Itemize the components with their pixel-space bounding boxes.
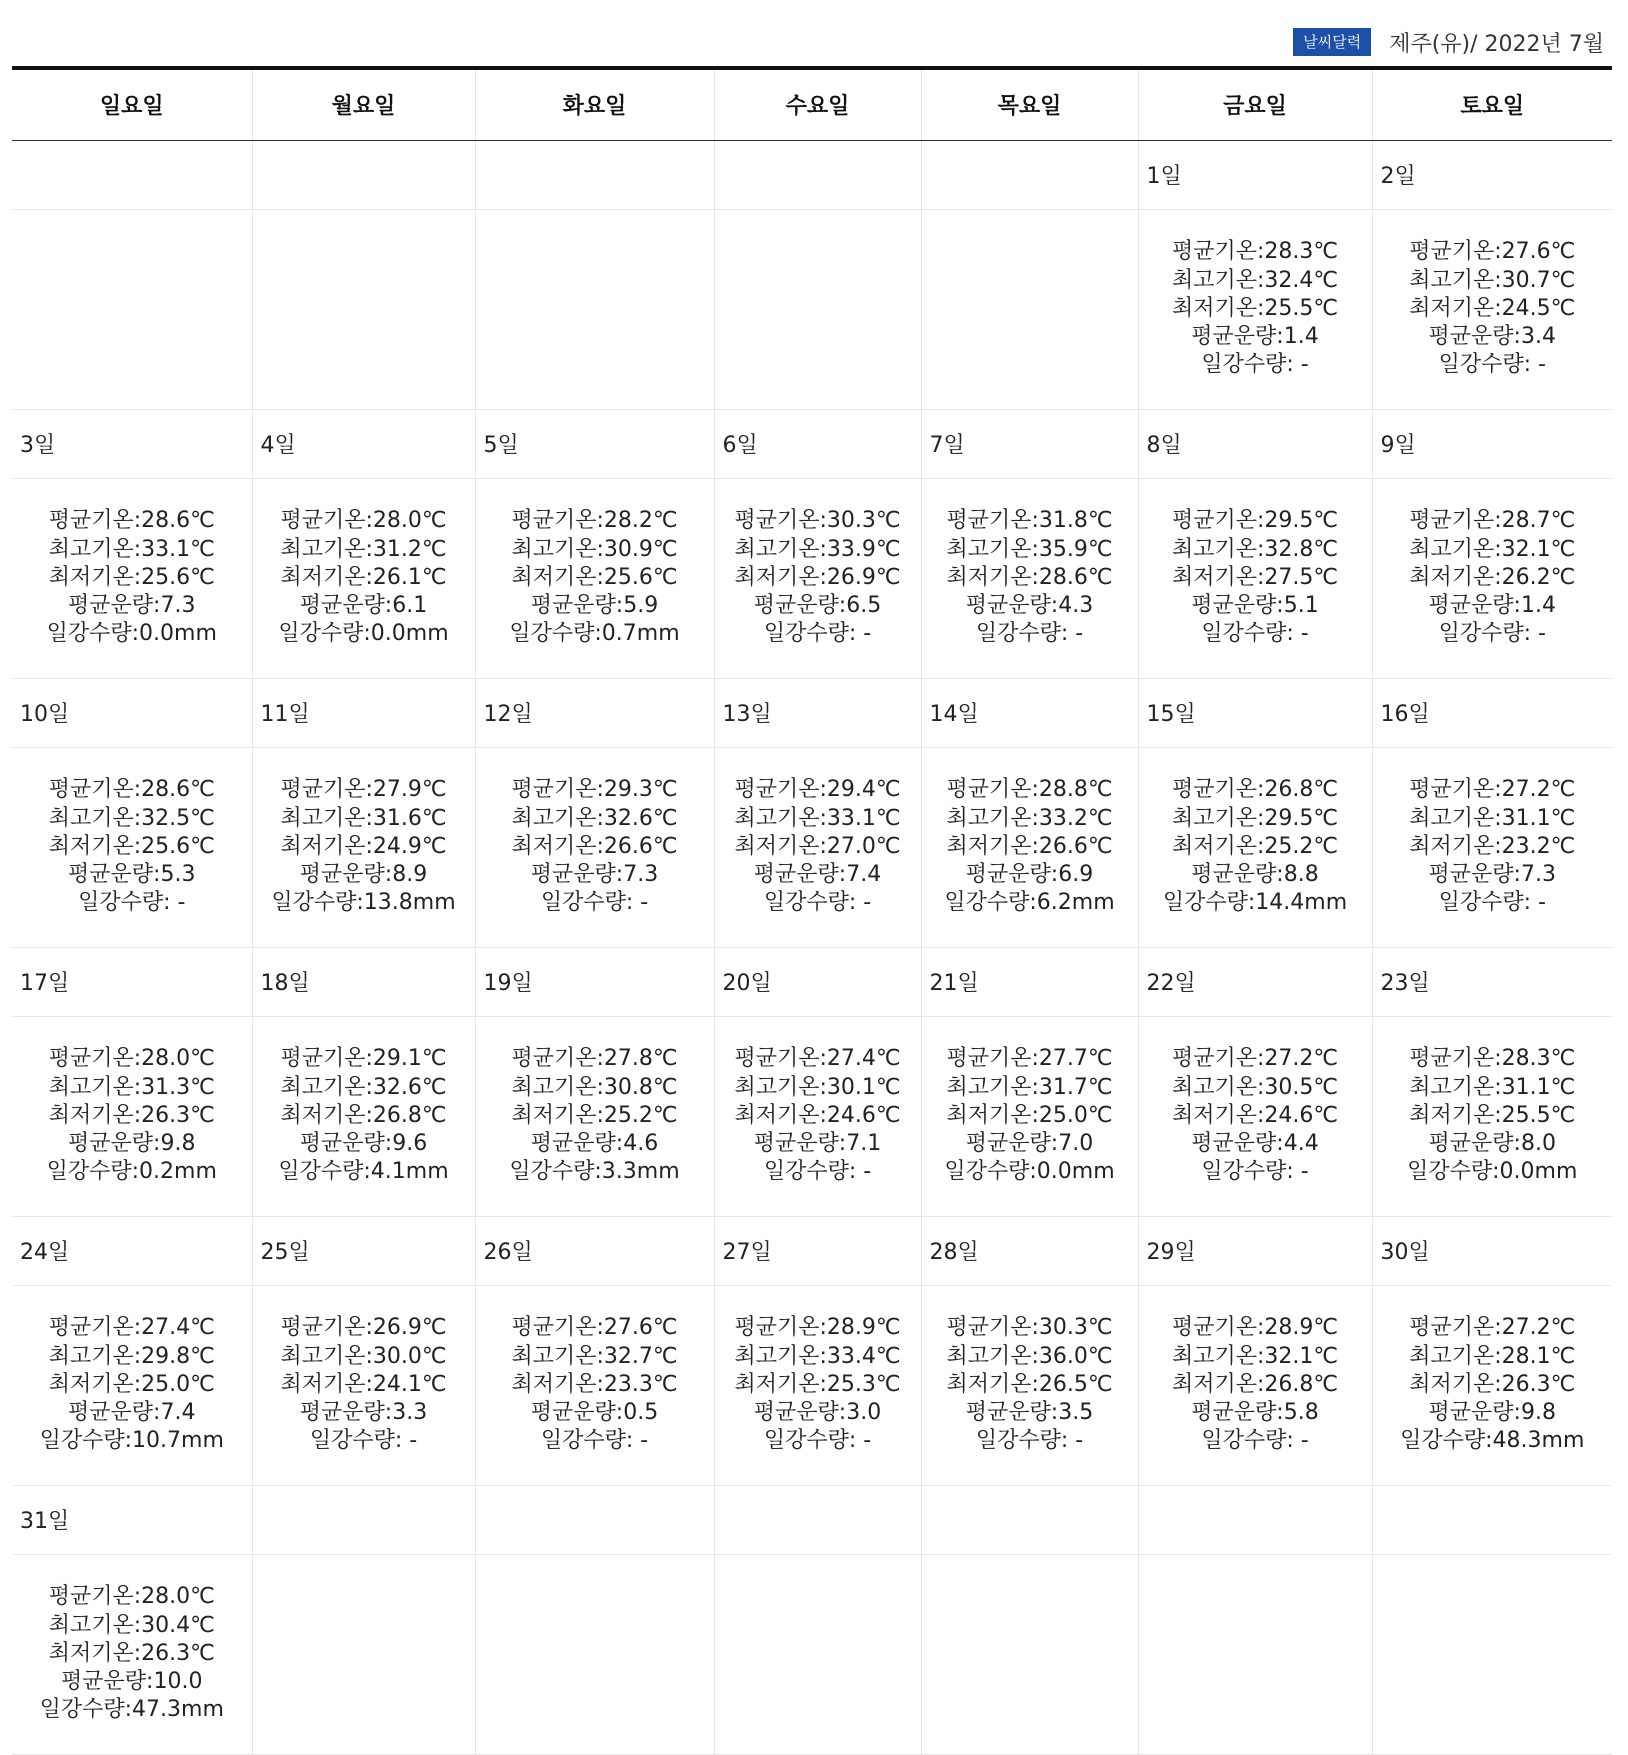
weather-stat: 최고기온:35.9℃ (946, 536, 1113, 562)
weather-stat: 평균기온:26.8℃ (1171, 777, 1339, 803)
day-number: 13일 (714, 678, 921, 747)
weather-stat: 평균기온:27.8℃ (511, 1046, 678, 1072)
empty-day-cell (252, 1485, 475, 1554)
weather-stat: 일강수량:13.8mm (271, 890, 456, 916)
day-number: 24일 (12, 1216, 252, 1285)
weather-stat: 일강수량: - (1201, 621, 1309, 647)
day-number: 10일 (12, 678, 252, 747)
weather-stat: 평균운량:4.4 (1191, 1131, 1319, 1157)
weather-stat: 일강수량: - (540, 1428, 649, 1454)
weather-stat: 평균운량:5.3 (68, 862, 196, 888)
day-number: 7일 (921, 409, 1138, 478)
weather-stat: 최저기온:25.3℃ (734, 1371, 901, 1397)
day-weather-cell (475, 478, 714, 678)
weather-stat: 평균기온:29.4℃ (734, 777, 901, 803)
day-weather-cell (252, 1016, 475, 1216)
weather-stat: 최저기온:27.0℃ (734, 833, 901, 859)
weather-stat: 평균기온:27.6℃ (1409, 239, 1576, 265)
weather-stat: 일강수량: - (1438, 352, 1546, 378)
weather-stat: 평균운량:4.6 (530, 1131, 659, 1157)
weekday-header: 수요일 (714, 68, 921, 140)
weather-stat: 평균기온:28.9℃ (734, 1315, 901, 1341)
weekday-header: 토요일 (1372, 68, 1612, 140)
weather-stat: 일강수량:4.1mm (278, 1159, 449, 1185)
day-weather-cell (1372, 209, 1612, 409)
week-weather-row (12, 1285, 1612, 1485)
weather-stat: 최저기온:26.3℃ (48, 1102, 215, 1128)
weather-stat: 최저기온:26.2℃ (1409, 564, 1576, 590)
weather-stat: 평균운량:3.5 (965, 1400, 1094, 1426)
day-weather-cell (1138, 209, 1372, 409)
empty-day-cell (252, 1554, 475, 1754)
weather-stat: 평균기온:27.2℃ (1409, 1315, 1576, 1341)
weather-stat: 최저기온:26.6℃ (511, 833, 678, 859)
weather-stat: 최고기온:30.7℃ (1409, 267, 1576, 293)
weather-calendar-table (12, 66, 1612, 1755)
day-weather-cell (714, 747, 921, 947)
week-weather-row (12, 1554, 1612, 1754)
weather-stat: 최고기온:33.1℃ (48, 536, 215, 562)
weather-stat: 평균운량:3.3 (299, 1400, 428, 1426)
day-number: 25일 (252, 1216, 475, 1285)
weather-stat: 최고기온:32.1℃ (1409, 536, 1576, 562)
week-weather-row (12, 478, 1612, 678)
weather-stat: 최저기온:25.2℃ (1171, 833, 1339, 859)
weather-stat: 최고기온:32.4℃ (1171, 267, 1339, 293)
weather-stat: 평균운량:6.5 (753, 593, 882, 619)
weather-stat: 일강수량:47.3mm (39, 1697, 224, 1723)
weather-stat: 최고기온:29.8℃ (48, 1343, 215, 1369)
weather-stat: 최고기온:32.8℃ (1171, 536, 1339, 562)
empty-day-cell (921, 1485, 1138, 1554)
day-weather-cell (1138, 478, 1372, 678)
weather-stat: 일강수량:3.3mm (509, 1159, 680, 1185)
weather-stat: 평균운량:7.4 (68, 1400, 196, 1426)
weather-stat: 평균기온:27.9℃ (280, 777, 447, 803)
weather-stat: 평균운량:7.0 (965, 1131, 1094, 1157)
weather-stat: 최고기온:32.1℃ (1171, 1343, 1339, 1369)
calendar-body (12, 140, 1612, 1754)
day-weather-cell (921, 478, 1138, 678)
weather-stat: 일강수량: - (1201, 1159, 1309, 1185)
day-weather-cell (12, 1016, 252, 1216)
week-weather-row (12, 747, 1612, 947)
week-date-row (12, 678, 1612, 747)
weather-stat: 평균운량:6.9 (965, 862, 1094, 888)
weather-stat: 일강수량: - (975, 621, 1084, 647)
week-date-row (12, 947, 1612, 1016)
day-number: 22일 (1138, 947, 1372, 1016)
weather-stat: 최저기온:25.6℃ (48, 564, 215, 590)
day-weather-cell (1372, 478, 1612, 678)
weather-stat: 평균운량:8.0 (1428, 1131, 1556, 1157)
weather-stat: 일강수량: - (1438, 890, 1546, 916)
weather-stat: 평균기온:27.2℃ (1409, 777, 1576, 803)
weather-stat: 최고기온:30.8℃ (511, 1074, 678, 1100)
weather-stat: 일강수량:0.0mm (1407, 1159, 1578, 1185)
day-weather-cell (12, 747, 252, 947)
weather-stat: 최저기온:26.8℃ (1171, 1371, 1339, 1397)
day-number: 21일 (921, 947, 1138, 1016)
weather-stat: 일강수량: - (309, 1428, 418, 1454)
day-number: 18일 (252, 947, 475, 1016)
day-weather-cell (252, 747, 475, 947)
day-weather-cell (12, 1285, 252, 1485)
day-number: 12일 (475, 678, 714, 747)
week-date-row (12, 140, 1612, 209)
day-number: 17일 (12, 947, 252, 1016)
day-weather-cell (714, 478, 921, 678)
calendar-caption-bar (1293, 26, 1604, 58)
weather-stat: 최저기온:24.9℃ (280, 833, 447, 859)
weather-stat: 최고기온:31.3℃ (48, 1074, 215, 1100)
weather-stat: 평균운량:0.5 (530, 1400, 659, 1426)
weather-stat: 최고기온:30.5℃ (1171, 1074, 1339, 1100)
weather-stat: 최고기온:30.9℃ (511, 536, 678, 562)
day-number: 20일 (714, 947, 921, 1016)
weather-stat: 평균운량:5.9 (530, 593, 659, 619)
weather-stat: 최저기온:24.1℃ (280, 1371, 447, 1397)
day-number: 26일 (475, 1216, 714, 1285)
weather-stat: 일강수량: - (763, 621, 872, 647)
weather-stat: 최저기온:25.6℃ (511, 564, 678, 590)
weather-stat: 최고기온:28.1℃ (1409, 1343, 1576, 1369)
day-number: 29일 (1138, 1216, 1372, 1285)
weekday-header: 금요일 (1138, 68, 1372, 140)
weather-stat: 일강수량:48.3mm (1400, 1428, 1585, 1454)
day-weather-cell (1138, 747, 1372, 947)
week-weather-row (12, 209, 1612, 409)
weather-stat: 평균운량:9.8 (1428, 1400, 1556, 1426)
weather-stat: 최고기온:33.9℃ (734, 536, 901, 562)
day-number: 1일 (1138, 140, 1372, 209)
week-weather-row (12, 1016, 1612, 1216)
weather-stat: 일강수량: - (975, 1428, 1084, 1454)
weather-stat: 최고기온:33.4℃ (734, 1343, 901, 1369)
weather-stat: 일강수량:0.0mm (944, 1159, 1115, 1185)
weather-stat: 평균기온:28.6℃ (48, 777, 215, 803)
empty-day-cell (12, 140, 252, 209)
weather-stat: 평균기온:31.8℃ (946, 508, 1113, 534)
weather-stat: 최저기온:28.6℃ (946, 564, 1113, 590)
weather-stat: 최저기온:23.2℃ (1409, 833, 1576, 859)
weekday-header: 목요일 (921, 68, 1138, 140)
weather-stat: 평균기온:28.2℃ (511, 508, 678, 534)
day-number: 14일 (921, 678, 1138, 747)
day-weather-cell (475, 747, 714, 947)
week-date-row (12, 1216, 1612, 1285)
weather-stat: 최고기온:31.7℃ (946, 1074, 1113, 1100)
weather-stat: 최고기온:32.5℃ (48, 805, 215, 831)
weather-stat: 평균기온:30.3℃ (946, 1315, 1113, 1341)
empty-day-cell (252, 140, 475, 209)
empty-day-cell (1138, 1554, 1372, 1754)
weather-stat: 평균기온:28.7℃ (1409, 508, 1576, 534)
weather-stat: 평균운량:4.3 (965, 593, 1094, 619)
day-number: 5일 (475, 409, 714, 478)
weather-stat: 최고기온:30.4℃ (48, 1612, 215, 1638)
weather-stat: 평균운량:1.4 (1191, 324, 1319, 350)
day-number: 19일 (475, 947, 714, 1016)
empty-day-cell (714, 1554, 921, 1754)
weekday-header: 화요일 (475, 68, 714, 140)
day-weather-cell (921, 1285, 1138, 1485)
empty-day-cell (475, 140, 714, 209)
weather-stat: 평균운량:9.8 (68, 1131, 196, 1157)
weather-stat: 최고기온:29.5℃ (1171, 805, 1339, 831)
weather-stat: 최저기온:24.6℃ (734, 1102, 901, 1128)
empty-day-cell (475, 209, 714, 409)
weather-stat: 최저기온:26.5℃ (946, 1371, 1113, 1397)
weather-stat: 최저기온:25.2℃ (511, 1102, 678, 1128)
weather-calendar-badge: 날씨달력 (1293, 28, 1371, 56)
weather-stat: 평균기온:28.6℃ (48, 508, 215, 534)
weather-stat: 최저기온:25.5℃ (1171, 295, 1339, 321)
weather-stat: 일강수량: - (1201, 352, 1309, 378)
weather-stat: 평균운량:3.0 (753, 1400, 882, 1426)
weather-stat: 최고기온:31.1℃ (1409, 1074, 1576, 1100)
weather-stat: 평균기온:29.5℃ (1171, 508, 1339, 534)
weather-stat: 최저기온:26.8℃ (280, 1102, 447, 1128)
weather-stat: 평균운량:8.8 (1191, 862, 1319, 888)
weather-stat: 일강수량: - (763, 1428, 872, 1454)
day-number: 3일 (12, 409, 252, 478)
day-number: 30일 (1372, 1216, 1612, 1285)
day-weather-cell (921, 747, 1138, 947)
weather-stat: 평균기온:28.0℃ (48, 1046, 215, 1072)
week-date-row (12, 409, 1612, 478)
day-weather-cell (475, 1016, 714, 1216)
weather-stat: 최저기온:23.3℃ (511, 1371, 678, 1397)
day-weather-cell (475, 1285, 714, 1485)
empty-day-cell (1372, 1554, 1612, 1754)
weather-stat: 최저기온:26.3℃ (1409, 1371, 1576, 1397)
weather-stat: 일강수량: - (763, 890, 872, 916)
weekday-header-row (12, 68, 1612, 140)
weekday-header: 일요일 (12, 68, 252, 140)
weather-stat: 일강수량:10.7mm (39, 1428, 224, 1454)
day-number: 31일 (12, 1485, 252, 1554)
weather-stat: 최고기온:31.1℃ (1409, 805, 1576, 831)
day-weather-cell (252, 478, 475, 678)
day-number: 28일 (921, 1216, 1138, 1285)
weather-stat: 최고기온:30.1℃ (734, 1074, 901, 1100)
empty-day-cell (714, 140, 921, 209)
weather-stat: 일강수량: - (1438, 621, 1546, 647)
weather-stat: 평균운량:3.4 (1428, 324, 1556, 350)
weather-stat: 평균운량:10.0 (61, 1669, 203, 1695)
day-weather-cell (714, 1016, 921, 1216)
weather-stat: 최고기온:30.0℃ (280, 1343, 447, 1369)
weather-stat: 최저기온:26.9℃ (734, 564, 901, 590)
weather-stat: 평균기온:27.7℃ (946, 1046, 1113, 1072)
weekday-header: 월요일 (252, 68, 475, 140)
empty-day-cell (252, 209, 475, 409)
weather-stat: 일강수량: - (540, 890, 649, 916)
weather-stat: 최저기온:25.0℃ (48, 1371, 215, 1397)
weather-stat: 최고기온:31.2℃ (280, 536, 447, 562)
day-number: 16일 (1372, 678, 1612, 747)
weather-stat: 최저기온:27.5℃ (1171, 564, 1339, 590)
day-weather-cell (12, 478, 252, 678)
weather-stat: 일강수량: - (1201, 1428, 1309, 1454)
weather-stat: 최저기온:26.3℃ (48, 1640, 215, 1666)
weather-stat: 평균운량:1.4 (1428, 593, 1556, 619)
weather-stat: 최저기온:25.6℃ (48, 833, 215, 859)
empty-day-cell (475, 1554, 714, 1754)
weather-stat: 최저기온:25.5℃ (1409, 1102, 1576, 1128)
weather-stat: 최고기온:31.6℃ (280, 805, 447, 831)
day-number: 4일 (252, 409, 475, 478)
weather-stat: 일강수량:0.0mm (46, 621, 217, 647)
weather-stat: 일강수량:6.2mm (944, 890, 1115, 916)
day-weather-cell (1138, 1285, 1372, 1485)
weather-stat: 평균운량:7.3 (1428, 862, 1556, 888)
weather-stat: 일강수량:0.7mm (509, 621, 680, 647)
empty-day-cell (921, 140, 1138, 209)
weather-stat: 평균운량:8.9 (299, 862, 428, 888)
weather-stat: 최저기온:24.6℃ (1171, 1102, 1339, 1128)
weather-stat: 평균운량:7.3 (530, 862, 659, 888)
weather-stat: 평균기온:28.3℃ (1171, 239, 1339, 265)
weather-stat: 평균운량:5.8 (1191, 1400, 1319, 1426)
weather-stat: 평균기온:27.4℃ (734, 1046, 901, 1072)
weather-stat: 일강수량:0.2mm (46, 1159, 217, 1185)
empty-day-cell (921, 1554, 1138, 1754)
weather-stat: 최저기온:24.5℃ (1409, 295, 1576, 321)
weather-stat: 평균운량:7.1 (753, 1131, 882, 1157)
weather-stat: 일강수량:0.0mm (278, 621, 449, 647)
weather-stat: 평균기온:26.9℃ (280, 1315, 447, 1341)
weather-stat: 최고기온:32.6℃ (280, 1074, 447, 1100)
day-weather-cell (921, 1016, 1138, 1216)
day-number: 6일 (714, 409, 921, 478)
week-date-row (12, 1485, 1612, 1554)
weather-stat: 평균운량:6.1 (299, 593, 428, 619)
weather-stat: 평균기온:28.9℃ (1171, 1315, 1339, 1341)
empty-day-cell (714, 209, 921, 409)
weather-stat: 최저기온:26.6℃ (946, 833, 1113, 859)
day-number: 27일 (714, 1216, 921, 1285)
weather-stat: 최고기온:32.7℃ (511, 1343, 678, 1369)
weather-stat: 평균기온:29.3℃ (511, 777, 678, 803)
empty-day-cell (921, 209, 1138, 409)
weather-stat: 최고기온:36.0℃ (946, 1343, 1113, 1369)
weather-stat: 평균운량:9.6 (299, 1131, 428, 1157)
day-weather-cell (714, 1285, 921, 1485)
day-weather-cell (1372, 1016, 1612, 1216)
empty-day-cell (1138, 1485, 1372, 1554)
weather-stat: 최저기온:25.0℃ (946, 1102, 1113, 1128)
weather-stat: 평균운량:7.3 (68, 593, 196, 619)
empty-day-cell (475, 1485, 714, 1554)
day-weather-cell (12, 1554, 252, 1754)
day-weather-cell (252, 1285, 475, 1485)
day-number: 8일 (1138, 409, 1372, 478)
weather-stat: 평균기온:29.1℃ (280, 1046, 447, 1072)
weather-stat: 평균기온:27.6℃ (511, 1315, 678, 1341)
weather-stat: 평균기온:28.0℃ (280, 508, 447, 534)
weather-stat: 최고기온:33.1℃ (734, 805, 901, 831)
weather-stat: 평균운량:5.1 (1191, 593, 1319, 619)
weather-stat: 평균운량:7.4 (753, 862, 882, 888)
empty-day-cell (1372, 1485, 1612, 1554)
weather-stat: 최고기온:33.2℃ (946, 805, 1113, 831)
weather-stat: 평균기온:28.0℃ (48, 1584, 215, 1610)
weather-stat: 평균기온:27.2℃ (1171, 1046, 1339, 1072)
weather-stat: 일강수량: - (763, 1159, 872, 1185)
weather-stat: 최저기온:26.1℃ (280, 564, 447, 590)
day-weather-cell (1372, 1285, 1612, 1485)
day-weather-cell (1138, 1016, 1372, 1216)
calendar-caption: 제주(유)/ 2022년 7월 (1389, 31, 1604, 57)
day-weather-cell (1372, 747, 1612, 947)
day-number: 15일 (1138, 678, 1372, 747)
weather-stat: 평균기온:28.3℃ (1409, 1046, 1576, 1072)
weather-stat: 일강수량:14.4mm (1162, 890, 1348, 916)
weather-stat: 평균기온:30.3℃ (734, 508, 901, 534)
day-number: 9일 (1372, 409, 1612, 478)
weather-stat: 일강수량: - (78, 890, 186, 916)
weather-stat: 평균기온:28.8℃ (946, 777, 1113, 803)
weather-stat: 평균기온:27.4℃ (48, 1315, 215, 1341)
empty-day-cell (12, 209, 252, 409)
day-number: 2일 (1372, 140, 1612, 209)
day-number: 23일 (1372, 947, 1612, 1016)
empty-day-cell (714, 1485, 921, 1554)
weather-stat: 최고기온:32.6℃ (511, 805, 678, 831)
day-number: 11일 (252, 678, 475, 747)
